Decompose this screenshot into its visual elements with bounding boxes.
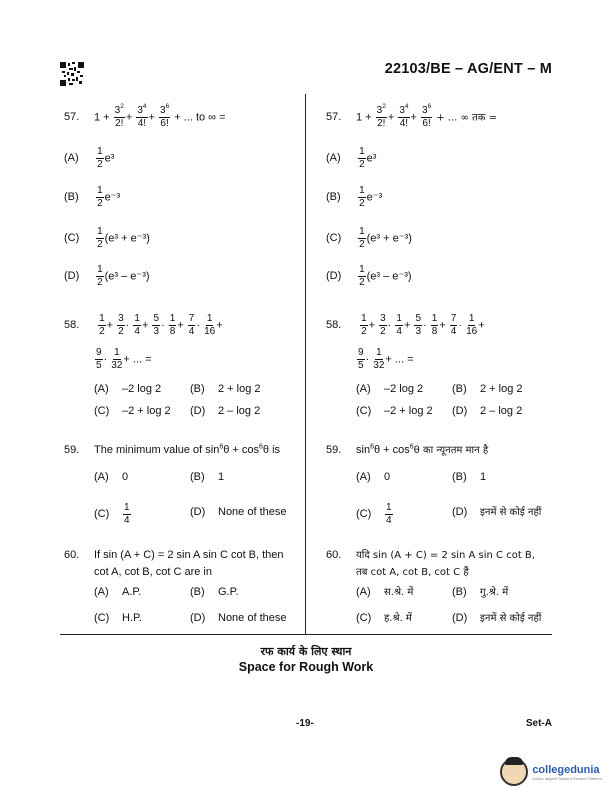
q59-option-a[interactable]: (A) 0 bbox=[94, 471, 129, 483]
q59-option-b[interactable]: (B) 1 bbox=[190, 471, 225, 483]
q59-option-c[interactable]: (C) $\frac{1}{4}$ bbox=[94, 502, 130, 526]
q58-hi-option-b[interactable]: (B) 2 + log 2 bbox=[452, 383, 523, 395]
q60-option-c[interactable]: (C) H.P. bbox=[94, 612, 142, 624]
q58-stem-cont: $\frac{9}{5}$ · $\frac{1}{32}$ + ... = bbox=[96, 347, 152, 371]
q60-option-d[interactable]: (D) None of these bbox=[190, 612, 287, 624]
rough-work-heading-hindi: रफ कार्य के लिए स्थान bbox=[260, 645, 352, 658]
q60-stem: 60. If sin (A + C) = 2 sin A sin C cot B, then bbox=[64, 549, 284, 561]
q58-option-a[interactable]: (A) –2 log 2 bbox=[94, 383, 162, 395]
question-number: 60. bbox=[64, 549, 80, 561]
q60-hi-option-c[interactable]: (C) ह.श्रे. में bbox=[356, 612, 412, 624]
collegedunia-logo[interactable] bbox=[500, 758, 602, 786]
q58-hi-option-c[interactable]: (C) –2 + log 2 bbox=[356, 405, 433, 417]
q58-stem-hi: 58. $\frac{1}{2}$ + $\frac{3}{2}$ · $\frac{1}{4}$ + $\frac{5}{3}$ · $\frac{1}{8}$ + $\frac{7}{4}$ · $\frac{1}{16}$ + bbox=[326, 313, 485, 337]
paper-code: 22103/BE – AG/ENT – M bbox=[384, 61, 552, 77]
question-number: 57. bbox=[64, 111, 80, 124]
page-number: -19- bbox=[296, 718, 314, 729]
set-label: Set-A bbox=[525, 718, 552, 729]
q57-stem-hi: 57. 1 + $\frac{3^2}{2!}$ + $\frac{3^4}{4!}$ + $\frac{3^6}{6!}$ + ... ∞ तक = bbox=[326, 102, 497, 129]
q57-hi-option-a[interactable]: (A) $\frac{1}{2}$ e³ bbox=[326, 146, 377, 170]
q58-option-d[interactable]: (D) 2 – log 2 bbox=[190, 405, 261, 417]
q57-stem: 57. 1 + $\frac{3^2}{2!}$ + $\frac{3^4}{4!}$ + $\frac{3^6}{6!}$ + ... to ∞ = bbox=[64, 102, 226, 129]
q59-option-d[interactable]: (D) None of these bbox=[190, 506, 287, 518]
q57-hi-option-d[interactable]: (D) $\frac{1}{2}$ (e³ – e⁻³) bbox=[326, 264, 412, 288]
question-number: 59. bbox=[326, 444, 342, 456]
q60-hi-option-d[interactable]: (D) इनमें से कोई नहीं bbox=[452, 612, 542, 624]
q57-option-c[interactable]: (C) $\frac{1}{2}$ (e³ + e⁻³) bbox=[64, 226, 150, 250]
q58-stem: 58. $\frac{1}{2}$ + $\frac{3}{2}$ · $\frac{1}{4}$ + $\frac{5}{3}$ · $\frac{1}{8}$ + $\frac{7}{4}$ · $\frac{1}{16}$ + bbox=[64, 313, 223, 337]
q60-hi-option-a[interactable]: (A) स.श्रे. में bbox=[356, 586, 414, 598]
q60-stem-hi: 60. यदि sin (A + C) = 2 sin A sin C cot B, bbox=[326, 549, 535, 561]
logo-tagline: India's largest Student Review Platform bbox=[532, 775, 602, 781]
q60-hi-option-b[interactable]: (B) गु.श्रे. में bbox=[452, 586, 509, 598]
q58-hi-option-a[interactable]: (A) –2 log 2 bbox=[356, 383, 424, 395]
q58-stem-hi-cont: $\frac{9}{5}$ · $\frac{1}{32}$ + ... = bbox=[358, 347, 414, 371]
q60-option-b[interactable]: (B) G.P. bbox=[190, 586, 239, 598]
q59-stem: 59. The minimum value of $\sin^6\theta + \cos^6\theta$ is bbox=[64, 443, 281, 456]
q58-option-b[interactable]: (B) 2 + log 2 bbox=[190, 383, 261, 395]
q59-hi-option-a[interactable]: (A) 0 bbox=[356, 471, 391, 483]
q57-option-b[interactable]: (B) $\frac{1}{2}$ e⁻³ bbox=[64, 185, 121, 209]
q59-hi-option-c[interactable]: (C) $\frac{1}{4}$ bbox=[356, 502, 392, 526]
question-number: 57. bbox=[326, 111, 342, 124]
q57-option-a[interactable]: (A) $\frac{1}{2}$ e³ bbox=[64, 146, 115, 170]
q59-hi-option-d[interactable]: (D) इनमें से कोई नहीं bbox=[452, 506, 542, 518]
q58-hi-option-d[interactable]: (D) 2 – log 2 bbox=[452, 405, 523, 417]
q60-stem-cont: cot A, cot B, cot C are in bbox=[94, 566, 212, 578]
q59-stem-hi: 59. $\sin^6\theta + \cos^6\theta$ का न्यूनतम मान है bbox=[326, 443, 489, 456]
q60-option-a[interactable]: (A) A.P. bbox=[94, 586, 142, 598]
q57-option-d[interactable]: (D) $\frac{1}{2}$ (e³ – e⁻³) bbox=[64, 264, 150, 288]
question-number: 59. bbox=[64, 444, 80, 456]
q60-stem-hi-cont: तब cot A, cot B, cot C हैं bbox=[356, 567, 469, 578]
q58-option-c[interactable]: (C) –2 + log 2 bbox=[94, 405, 171, 417]
mascot-icon bbox=[500, 758, 528, 786]
q57-hi-option-b[interactable]: (B) $\frac{1}{2}$ e⁻³ bbox=[326, 185, 383, 209]
q59-hi-option-b[interactable]: (B) 1 bbox=[452, 471, 487, 483]
question-number: 58. bbox=[326, 319, 342, 332]
logo-brand: collegedunia bbox=[532, 763, 600, 776]
question-number: 60. bbox=[326, 549, 342, 561]
q57-hi-option-c[interactable]: (C) $\frac{1}{2}$ (e³ + e⁻³) bbox=[326, 226, 412, 250]
rough-work-heading: Space for Rough Work bbox=[238, 660, 374, 674]
question-number: 58. bbox=[64, 319, 80, 332]
column-divider bbox=[305, 94, 306, 634]
